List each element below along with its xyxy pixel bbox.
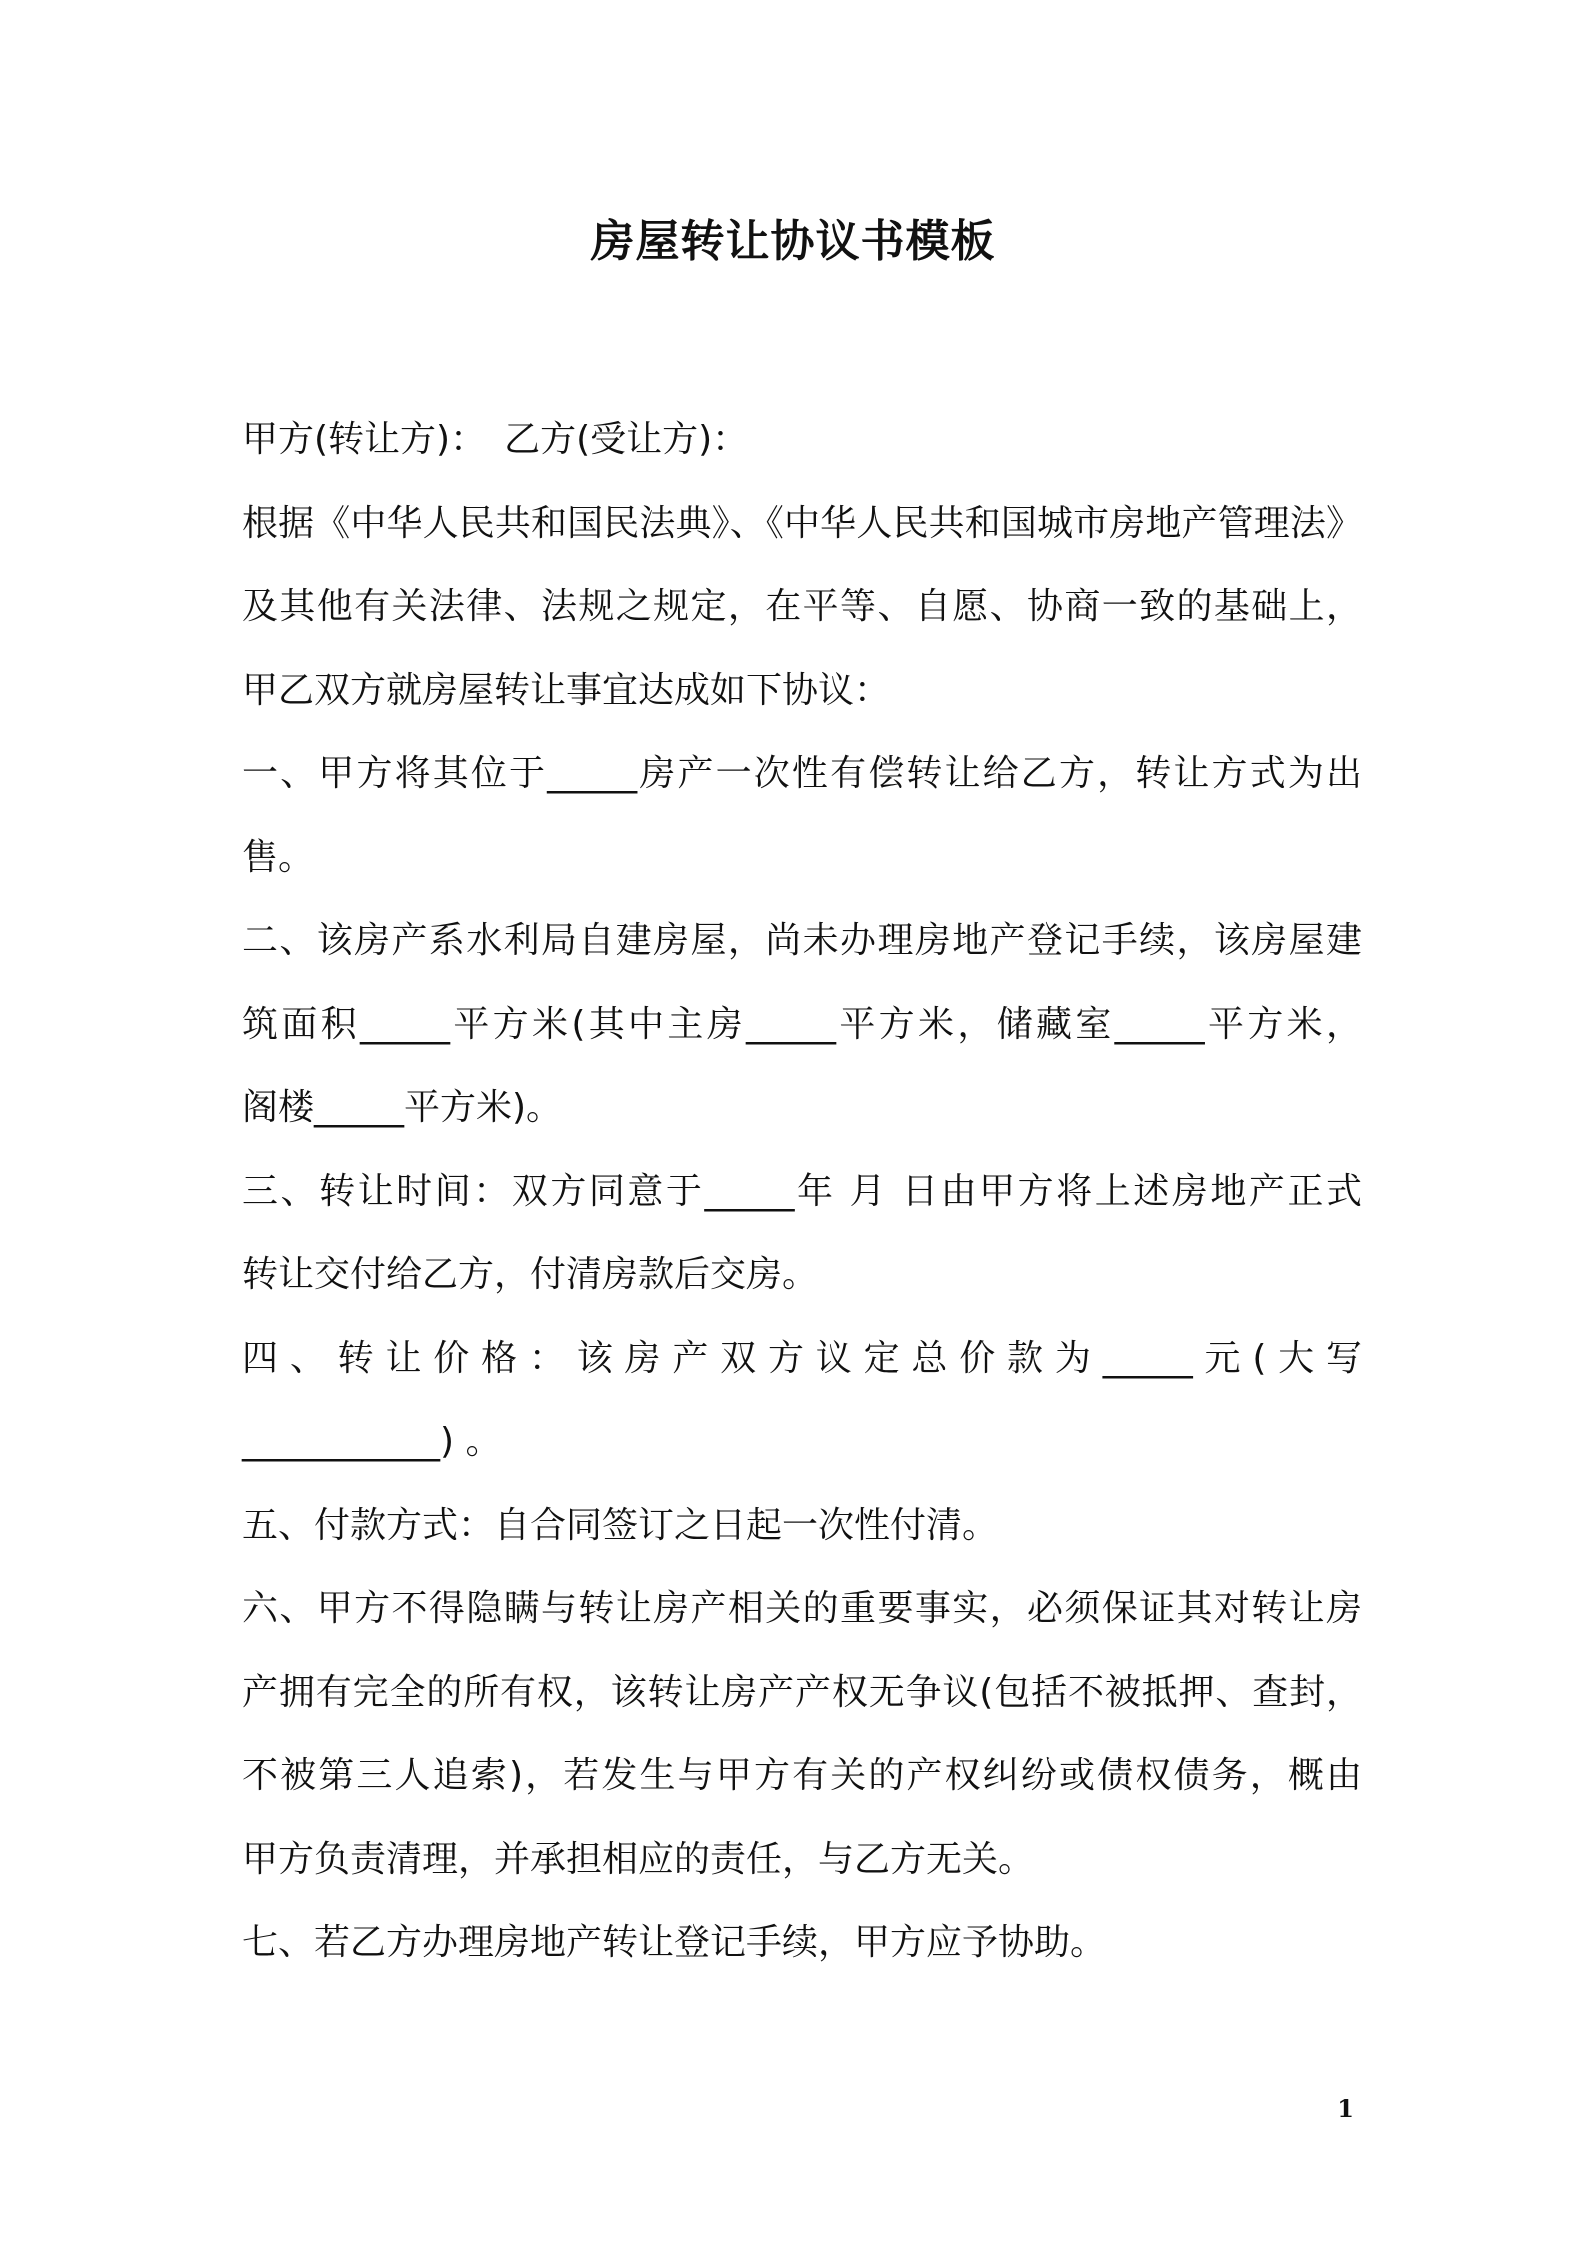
paragraph-line: 甲乙双方就房屋转让事宜达成如下协议： bbox=[242, 669, 891, 711]
clause-6-line: 六、甲方不得隐瞒与转让房产相关的重要事实，必须保证其对转让房 bbox=[242, 1588, 1362, 1629]
clause-3-line: 转让交付给乙方，付清房款后交房。 bbox=[242, 1254, 819, 1295]
page-number: 1 bbox=[1337, 2094, 1354, 2123]
paragraph-line: 根据《中华人民共和国民法典》、《中华人民共和国城市房地产管理法》 bbox=[242, 502, 1362, 544]
clause-6-line: 产拥有完全的所有权，该转让房产产权无争议(包括不被抵押、查封， bbox=[242, 1671, 1362, 1713]
clause-7-line: 七、若乙方办理房地产转让登记手续，甲方应予协助。 bbox=[242, 1922, 1107, 1963]
clause-3-line: 三、转让时间：双方同意于_____年 月 日由甲方将上述房地产正式 bbox=[242, 1170, 1362, 1212]
parties-line: 甲方(转让方)： 乙方(受让方)： bbox=[242, 419, 749, 460]
clause-6-line: 不被第三人追索)，若发生与甲方有关的产权纠纷或债权债务，概由 bbox=[242, 1755, 1362, 1796]
document-body bbox=[242, 398, 1362, 1985]
clause-2-line: 阁楼_____平方米)。 bbox=[242, 1087, 563, 1128]
paragraph-line: 及其他有关法律、法规之规定，在平等、自愿、协商一致的基础上， bbox=[242, 586, 1362, 627]
clause-4-line: ___________) 。 bbox=[242, 1421, 502, 1462]
clause-1-line: 售。 bbox=[242, 836, 315, 878]
clause-2-line: 筑面积_____平方米(其中主房_____平方米，储藏室_____平方米， bbox=[242, 1003, 1362, 1045]
clause-5-line: 五、付款方式：自合同签订之日起一次性付清。 bbox=[242, 1504, 999, 1546]
clause-6-line: 甲方负责清理，并承担相应的责任，与乙方无关。 bbox=[242, 1838, 1035, 1880]
clause-1-line: 一、甲方将其位于_____房产一次性有偿转让给乙方，转让方式为出 bbox=[242, 753, 1362, 794]
clause-2-line: 二、该房产系水利局自建房屋，尚未办理房地产登记手续，该房屋建 bbox=[242, 920, 1362, 961]
clause-4-line: 四、转让价格：该房产双方议定总价款为_____元(大写 bbox=[242, 1337, 1362, 1379]
document-title: 房屋转让协议书模板 bbox=[590, 216, 996, 267]
